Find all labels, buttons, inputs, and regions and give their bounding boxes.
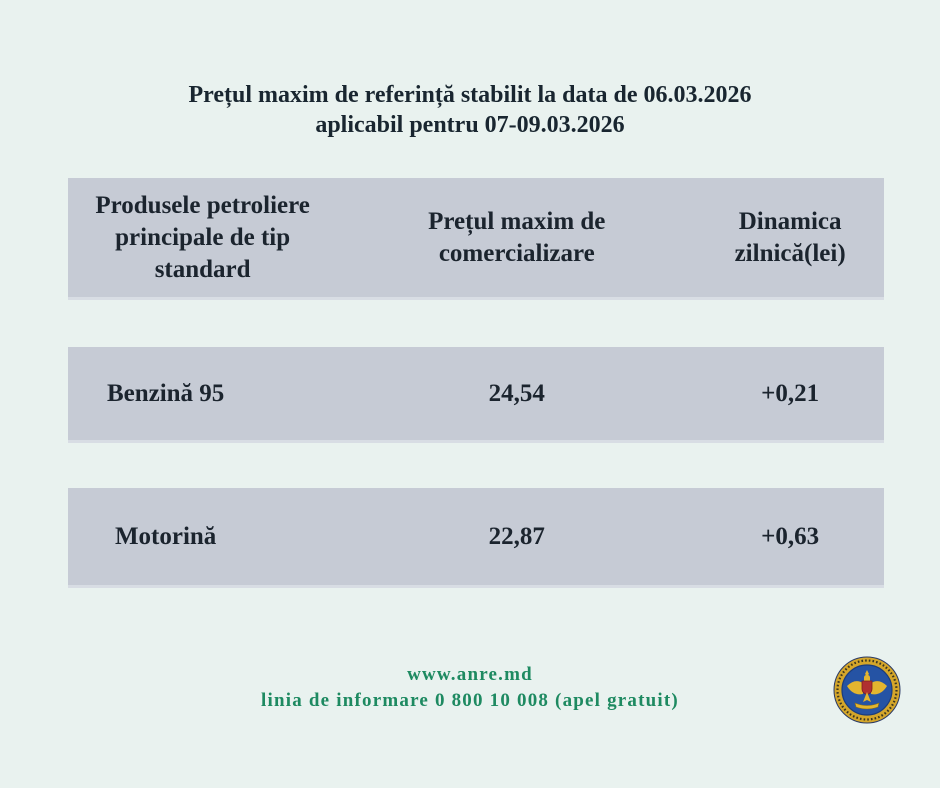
header-daily-dynamic-label: Dinamica zilnică(lei) <box>734 207 846 267</box>
table-row <box>68 488 884 588</box>
header-products-column <box>68 190 337 286</box>
table-row <box>68 347 884 443</box>
table-header-row <box>68 178 884 300</box>
header-max-price-column <box>337 206 696 270</box>
product-price: 22,87 <box>488 522 545 550</box>
anre-moldova-emblem-icon <box>833 656 901 724</box>
product-name: Motorină <box>114 522 217 550</box>
product-price: 24,54 <box>488 379 545 407</box>
product-name: Benzină 95 <box>106 379 225 407</box>
document-title <box>0 80 940 140</box>
header-daily-dynamic-column <box>696 206 884 270</box>
footer-info-line: linia de informare 0 800 10 008 (apel gratuit) <box>261 690 679 711</box>
product-daily-dynamic: +0,63 <box>761 522 820 550</box>
header-max-price-label: Prețul maxim de comercializare <box>428 207 606 267</box>
emblem-svg <box>833 656 901 724</box>
title-line-2: aplicabil pentru 07-09.03.2026 <box>315 112 625 138</box>
product-daily-dynamic: +0,21 <box>761 379 820 407</box>
footer <box>0 662 940 714</box>
footer-website: www.anre.md <box>407 664 533 685</box>
title-line-1: Prețul maxim de referință stabilit la data de 06.03.2026 <box>188 82 752 108</box>
header-products-label: Produsele petroliere principale de tip standard <box>95 191 310 283</box>
